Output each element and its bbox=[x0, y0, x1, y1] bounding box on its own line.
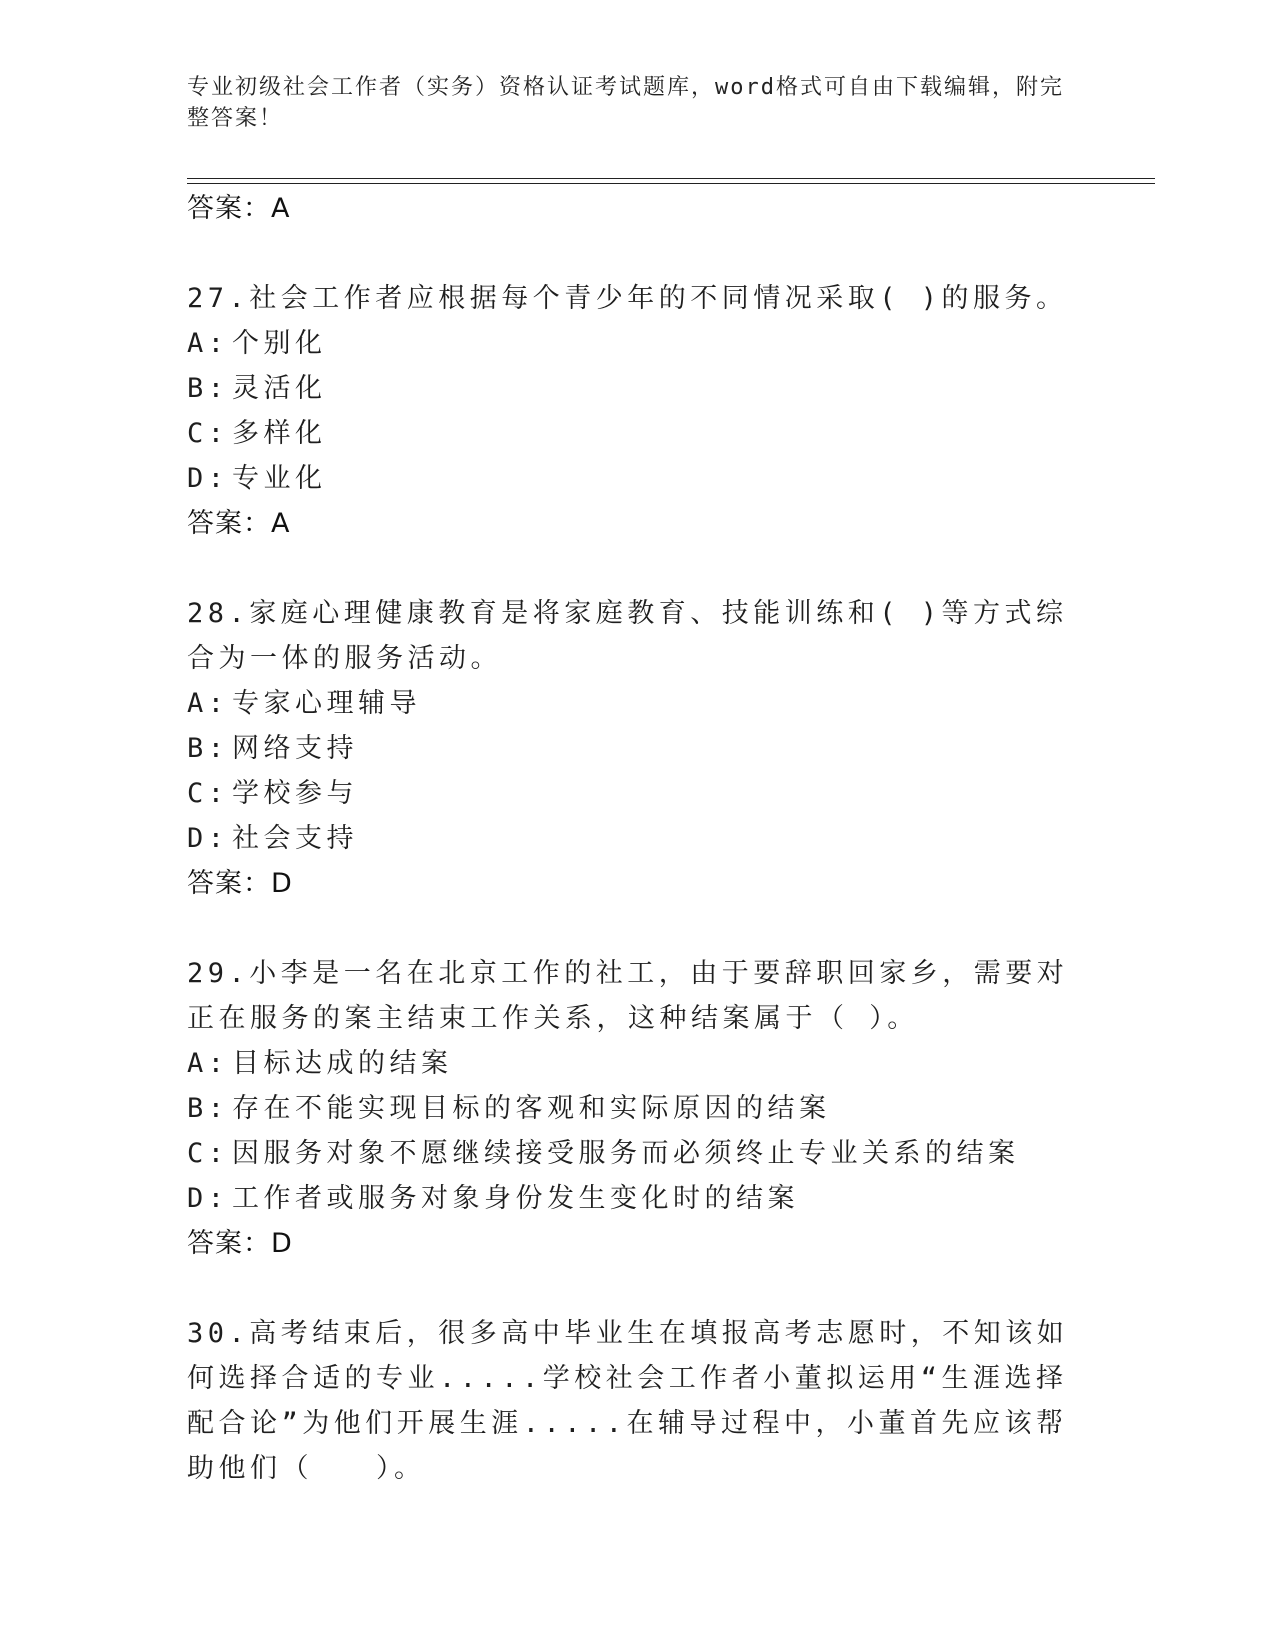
option-d bbox=[187, 1176, 1087, 1221]
option-d bbox=[187, 456, 1087, 501]
answer-line: 答案：D bbox=[187, 868, 293, 899]
question-text: 28.家庭心理健康教育是将家庭教育、技能训练和( )等方式综合为一体的服务活动。 bbox=[187, 598, 1068, 674]
option-text: 因服务对象不愿继续接受服务而必须终止专业关系的结案 bbox=[232, 1138, 1020, 1169]
option-letter: B: bbox=[187, 1093, 229, 1124]
question-block-30 bbox=[187, 1311, 1087, 1491]
option-text: 灵活化 bbox=[232, 373, 327, 404]
option-text: 专家心理辅导 bbox=[232, 688, 421, 719]
option-letter: D: bbox=[187, 463, 229, 494]
option-text: 工作者或服务对象身份发生变化时的结案 bbox=[232, 1183, 799, 1214]
option-letter: C: bbox=[187, 778, 229, 809]
option-letter: A: bbox=[187, 1048, 229, 1079]
question-text: 27.社会工作者应根据每个青少年的不同情况采取( )的服务。 bbox=[187, 283, 1068, 314]
option-letter: C: bbox=[187, 418, 229, 449]
option-c bbox=[187, 771, 1087, 816]
answer-line: 答案：A bbox=[187, 508, 291, 539]
option-a bbox=[187, 1041, 1087, 1086]
answer-line: 答案：D bbox=[187, 1228, 293, 1259]
header-divider-top bbox=[187, 178, 1155, 179]
document-header: 专业初级社会工作者（实务）资格认证考试题库，word格式可自由下载编辑，附完整答案！ bbox=[187, 75, 1064, 131]
question-block-27 bbox=[187, 276, 1087, 546]
option-letter: A: bbox=[187, 328, 229, 359]
option-b bbox=[187, 1086, 1087, 1131]
option-text: 个别化 bbox=[232, 328, 327, 359]
option-letter: B: bbox=[187, 373, 229, 404]
option-letter: D: bbox=[187, 1183, 229, 1214]
option-text: 多样化 bbox=[232, 418, 327, 449]
answer-line: 答案：A bbox=[187, 193, 291, 224]
question-text: 30.高考结束后，很多高中毕业生在填报高考志愿时，不知该如何选择合适的专业.....学校社会工作者小董拟运用“生涯选择配合论”为他们开展生涯.....在辅导过程中，小董首先应该帮助他们（ ）。 bbox=[187, 1318, 1069, 1484]
option-a bbox=[187, 681, 1087, 726]
option-letter: D: bbox=[187, 823, 229, 854]
option-text: 存在不能实现目标的客观和实际原因的结案 bbox=[232, 1093, 831, 1124]
option-text: 目标达成的结案 bbox=[232, 1048, 453, 1079]
option-letter: C: bbox=[187, 1138, 229, 1169]
question-text: 29.小李是一名在北京工作的社工，由于要辞职回家乡，需要对正在服务的案主结束工作关系，这种结案属于（ ）。 bbox=[187, 958, 1069, 1034]
question-block-28 bbox=[187, 591, 1087, 906]
option-text: 学校参与 bbox=[232, 778, 358, 809]
option-a bbox=[187, 321, 1087, 366]
option-text: 社会支持 bbox=[232, 823, 358, 854]
option-c bbox=[187, 411, 1087, 456]
option-text: 网络支持 bbox=[232, 733, 358, 764]
question-list bbox=[187, 186, 1087, 1491]
option-c bbox=[187, 1131, 1087, 1176]
option-letter: B: bbox=[187, 733, 229, 764]
option-b bbox=[187, 726, 1087, 771]
option-text: 专业化 bbox=[232, 463, 327, 494]
option-b bbox=[187, 366, 1087, 411]
option-d bbox=[187, 816, 1087, 861]
option-letter: A: bbox=[187, 688, 229, 719]
header-divider-bottom bbox=[187, 183, 1155, 184]
question-block-29 bbox=[187, 951, 1087, 1266]
